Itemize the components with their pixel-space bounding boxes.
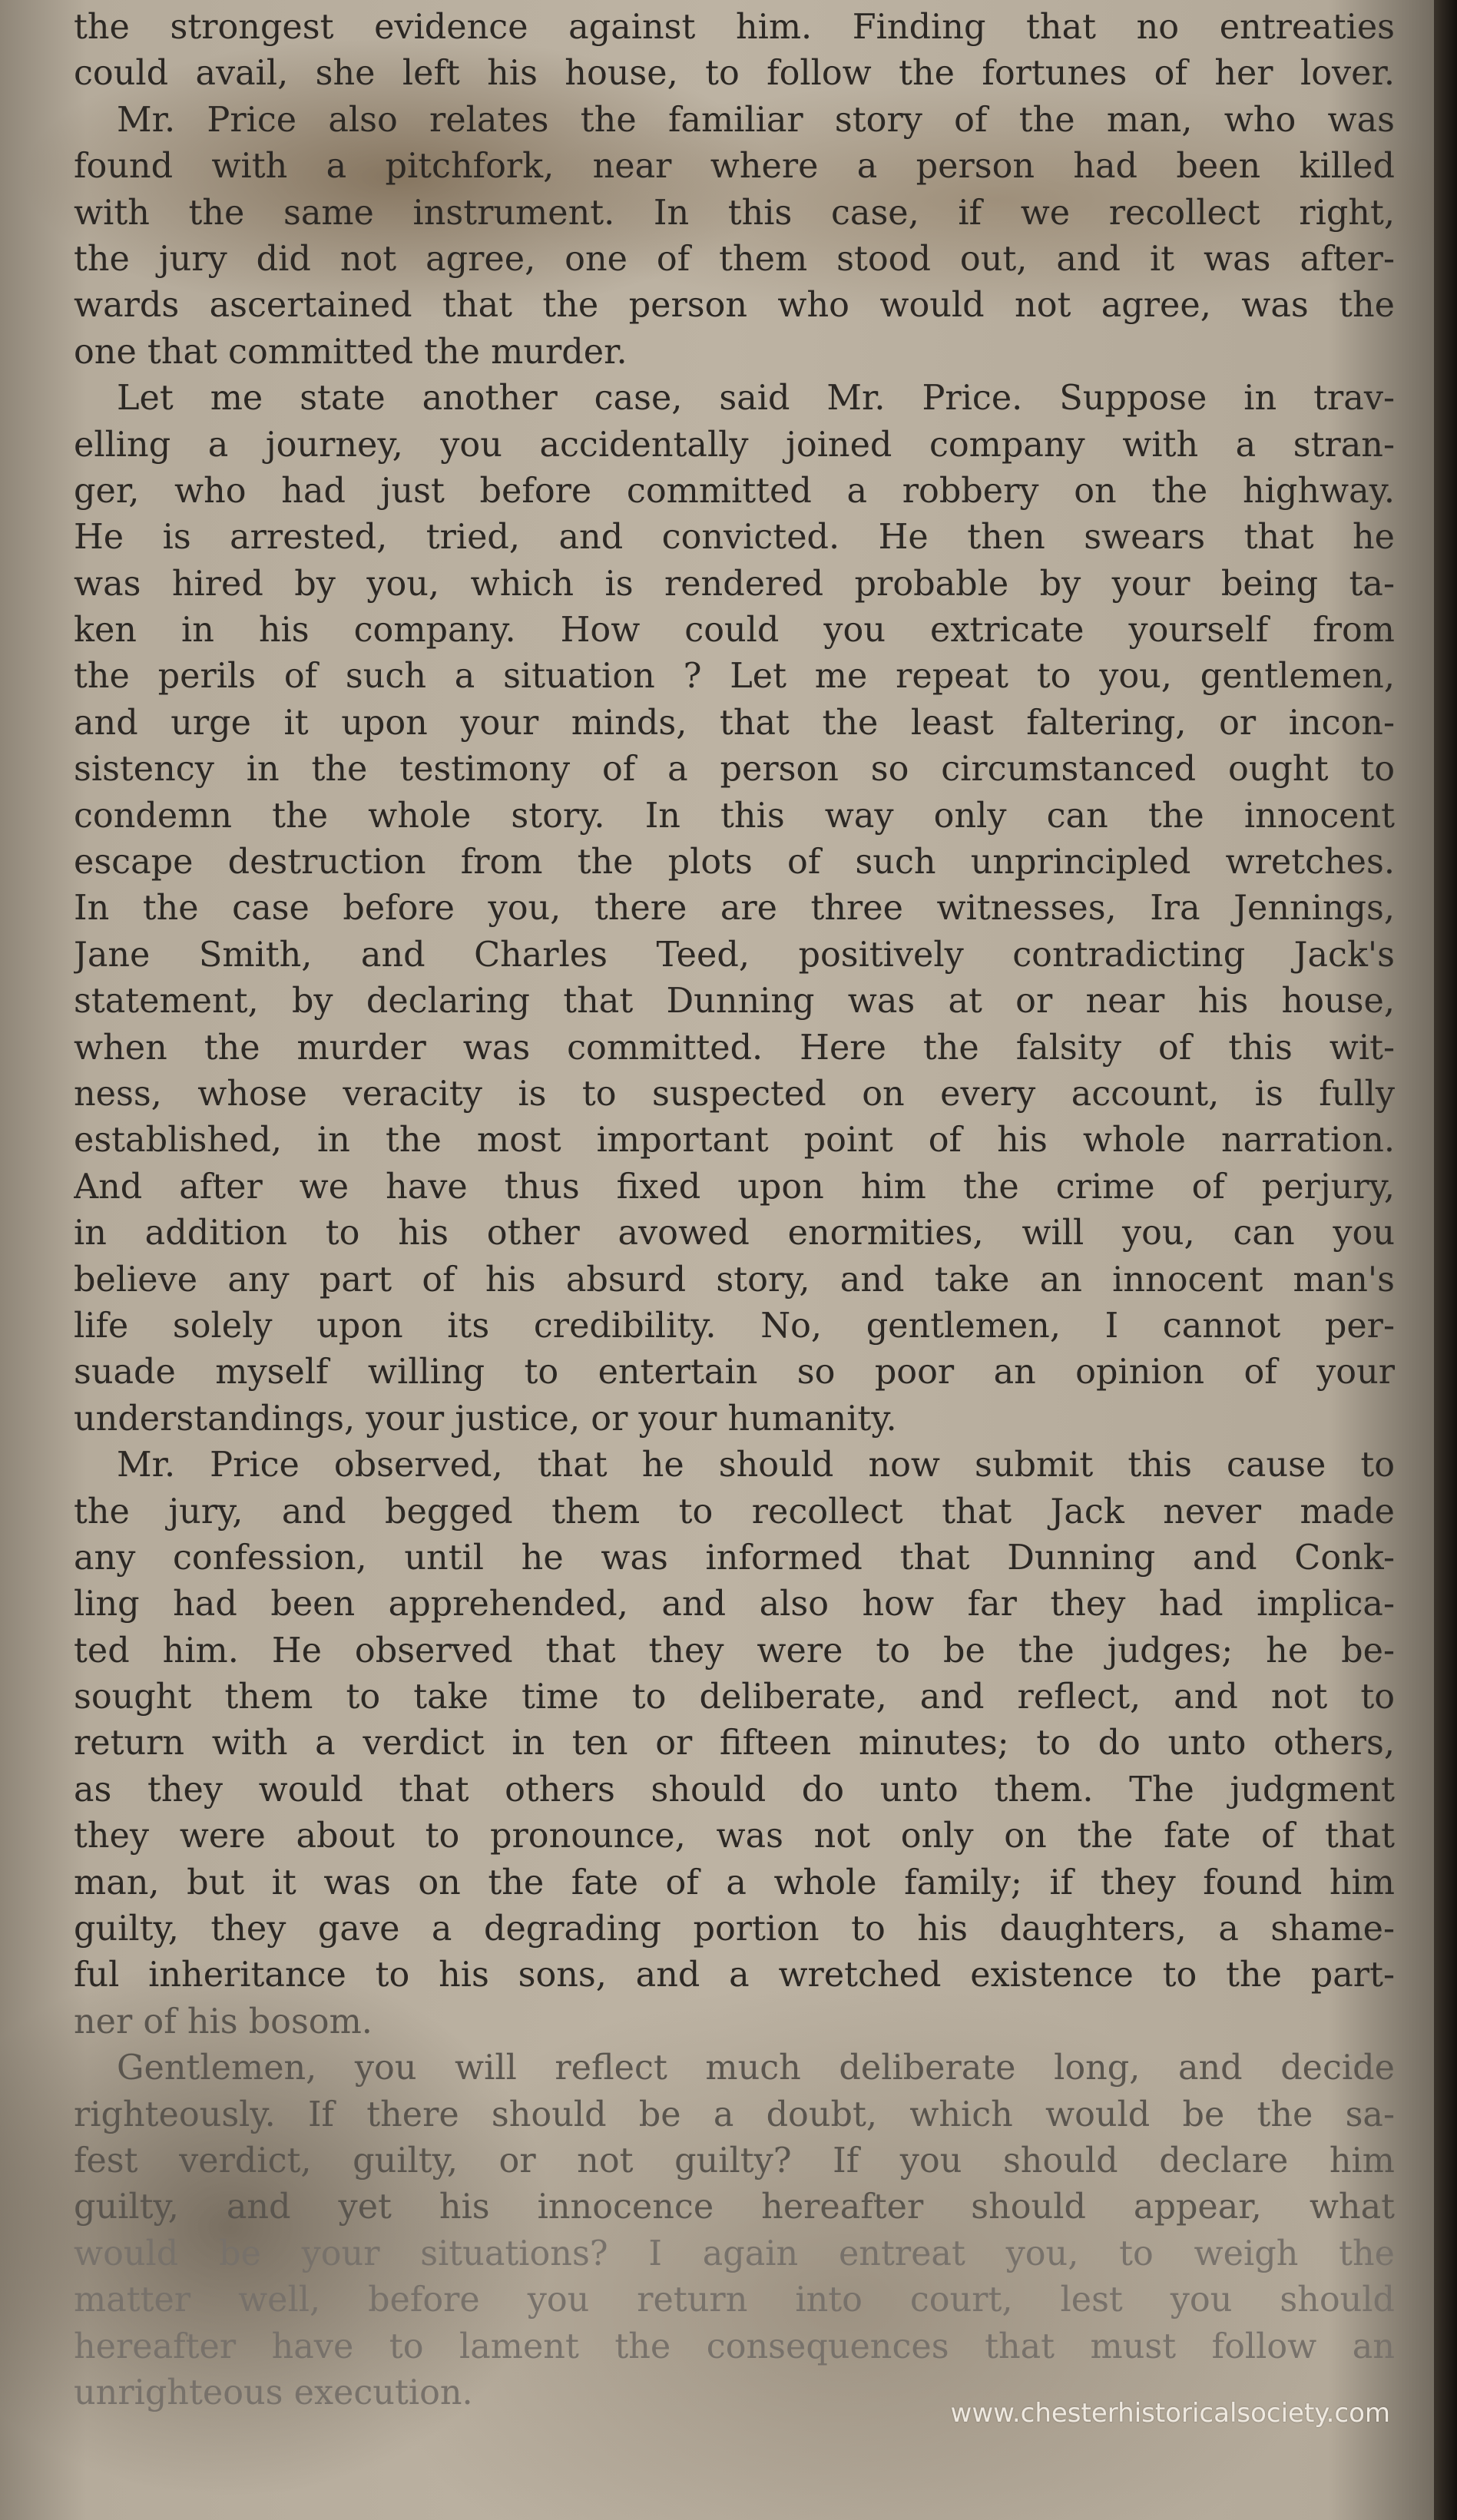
text-line: ness, whose veracity is to suspected on every account, is fully [74, 1074, 1395, 1114]
text-line: established, in the most important point of his whole narration. [74, 1121, 1395, 1161]
text-line: Let me state another case, said Mr. Price. Suppose in trav- [117, 379, 1395, 419]
text-line: ger, who had just before committed a robbery on the highway. [74, 471, 1395, 511]
book-spine-edge [1434, 0, 1457, 2520]
text-line: in addition to his other avowed enormities, will you, can you [74, 1214, 1395, 1253]
text-line: could avail, she left his house, to follow the fortunes of her lover. [74, 54, 1395, 94]
text-line: And after we have thus fixed upon him the crime of perjury, [74, 1167, 1395, 1207]
text-line: life solely upon its credibility. No, gentlemen, I cannot per- [74, 1306, 1395, 1346]
text-line: would be your situations? I again entreat you, to weigh the [74, 2234, 1395, 2273]
text-line: wards ascertained that the person who would not agree, was the [74, 286, 1395, 326]
text-line: ling had been apprehended, and also how far they had implica- [74, 1585, 1395, 1624]
text-line: Jane Smith, and Charles Teed, positively contradicting Jack's [74, 935, 1395, 975]
text-line: ted him. He observed that they were to be the judges; he be- [74, 1631, 1395, 1671]
text-line: the jury did not agree, one of them stood out, and it was after- [74, 239, 1395, 279]
text-line: the perils of such a situation ? Let me repeat to you, gentlemen, [74, 657, 1395, 697]
text-line: condemn the whole story. In this way only can the innocent [74, 796, 1395, 836]
text-line: guilty, and yet his innocence hereafter should appear, what [74, 2187, 1395, 2227]
text-line: ken in his company. How could you extricate yourself from [74, 611, 1395, 651]
text-line: Gentlemen, you will reflect much deliberate long, and decide [117, 2048, 1395, 2088]
text-line: matter well, before you return into court, lest you should [74, 2280, 1395, 2320]
text-line: elling a journey, you accidentally joined company with a stran- [74, 425, 1395, 465]
text-line: with the same instrument. In this case, if we recollect right, [74, 193, 1395, 233]
text-line: escape destruction from the plots of such unprincipled wretches. [74, 843, 1395, 882]
website-watermark: www.chesterhistoricalsociety.com [950, 2398, 1390, 2429]
text-line: sought them to take time to deliberate, and reflect, and not to [74, 1677, 1395, 1717]
text-line: as they would that others should do unto them. The judgment [74, 1770, 1395, 1810]
text-line: Mr. Price also relates the familiar story of the man, who was [117, 100, 1395, 140]
page-text [74, 5, 1395, 2416]
text-line: In the case before you, there are three witnesses, Ira Jennings, [74, 889, 1395, 929]
text-line: one that committed the murder. [74, 332, 628, 372]
text-line: Mr. Price observed, that he should now submit this cause to [117, 1445, 1395, 1485]
text-line: any confession, until he was informed that Dunning and Conk- [74, 1538, 1395, 1578]
text-line: unrighteous execution. [74, 2373, 473, 2412]
text-line: the strongest evidence against him. Finding that no entreaties [74, 8, 1395, 47]
text-line: suade myself willing to entertain so poor an opinion of your [74, 1353, 1395, 1392]
text-line: sistency in the testimony of a person so circumstanced ought to [74, 750, 1395, 790]
text-line: found with a pitchfork, near where a person had been killed [74, 147, 1395, 187]
text-line: was hired by you, which is rendered probable by your being ta- [74, 564, 1395, 604]
text-line: guilty, they gave a degrading portion to his daughters, a shame- [74, 1909, 1395, 1949]
text-line: hereafter have to lament the consequences that must follow an [74, 2326, 1395, 2366]
text-line: believe any part of his absurd story, and take an innocent man's [74, 1260, 1395, 1300]
text-line: understandings, your justice, or your humanity. [74, 1399, 897, 1439]
text-line: return with a verdict in ten or fifteen minutes; to do unto others, [74, 1724, 1395, 1763]
text-line: fest verdict, guilty, or not guilty? If you should declare him [74, 2141, 1395, 2181]
text-line: and urge it upon your minds, that the least faltering, or incon- [74, 703, 1395, 743]
text-line: when the murder was committed. Here the falsity of this wit- [74, 1028, 1395, 1068]
text-line: ful inheritance to his sons, and a wretched existence to the part- [74, 1955, 1395, 1995]
text-line: the jury, and begged them to recollect that Jack never made [74, 1492, 1395, 1532]
text-line: statement, by declaring that Dunning was at or near his house, [74, 982, 1395, 1022]
text-line: man, but it was on the fate of a whole family; if they found him [74, 1863, 1395, 1902]
text-line: ner of his bosom. [74, 2002, 373, 2041]
text-line: righteously. If there should be a doubt, which would be the sa- [74, 2094, 1395, 2134]
text-line: they were about to pronounce, was not only on the fate of that [74, 1816, 1395, 1856]
text-line: He is arrested, tried, and convicted. He then swears that he [74, 518, 1395, 558]
